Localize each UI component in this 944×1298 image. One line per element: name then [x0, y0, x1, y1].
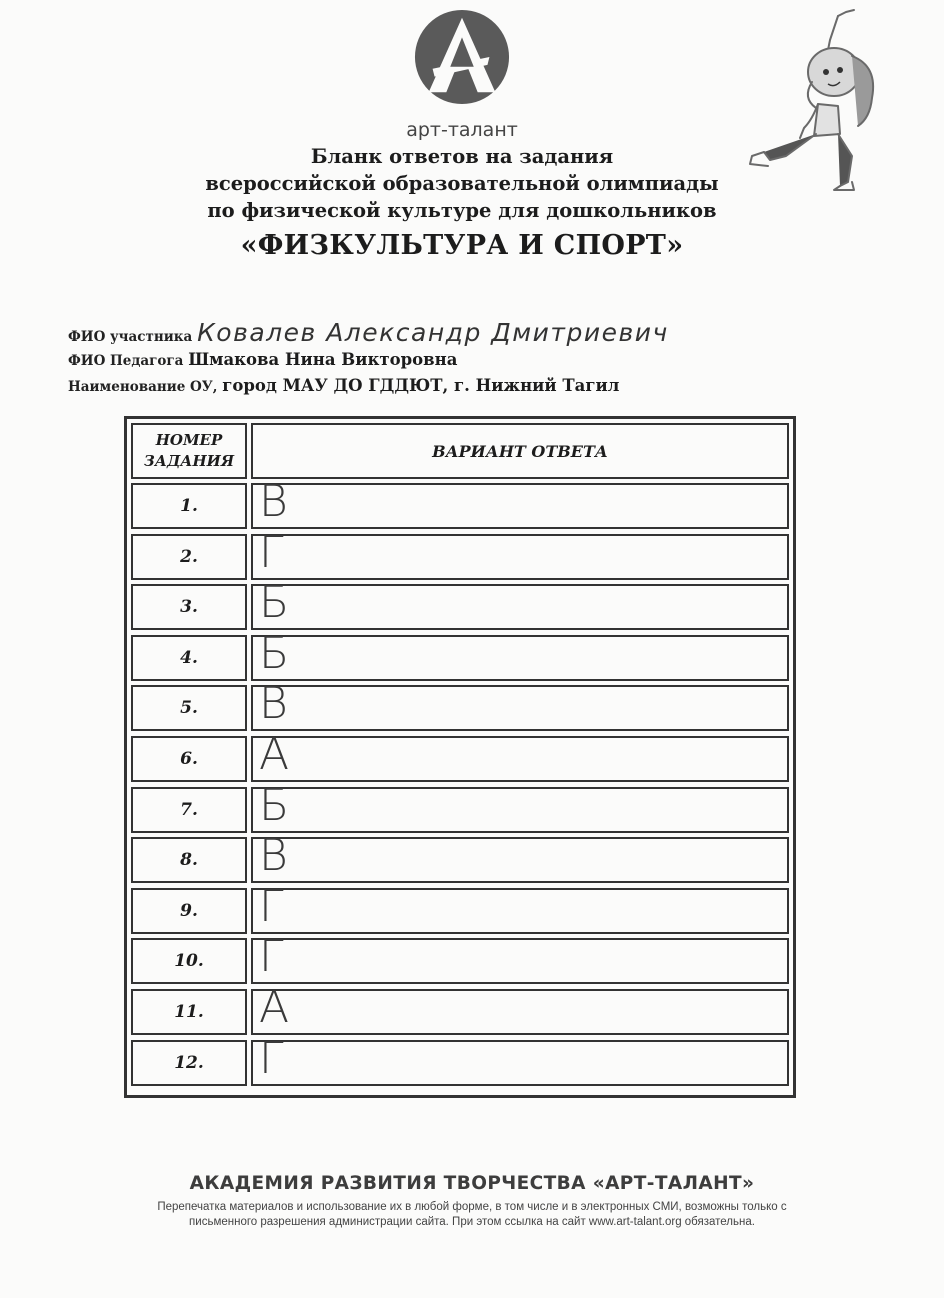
school-name: город МАУ ДО ГДДЮТ, г. Нижний Тагил [222, 376, 620, 395]
handwritten-answer: А [259, 729, 290, 780]
academy-name: АКАДЕМИЯ РАЗВИТИЯ ТВОРЧЕСТВА «АРТ-ТАЛАНТ» [189, 1173, 755, 1194]
brand-name: арт-талант [406, 119, 518, 141]
task-number: 5. [131, 685, 247, 731]
table-row [131, 526, 789, 580]
task-number-header-line1: НОМЕР [155, 431, 223, 449]
task-number: 4. [131, 635, 247, 681]
task-number-header-line2: ЗАДАНИЯ [143, 452, 235, 470]
table-row [131, 880, 789, 934]
task-number: 10. [131, 938, 247, 984]
task-number: 2. [131, 534, 247, 580]
task-number: 1. [131, 483, 247, 529]
table-row [131, 982, 789, 1035]
teacher-name: Шмакова Нина Викторовна [188, 350, 458, 369]
handwritten-answer: В [259, 678, 288, 730]
handwritten-answer: Г [259, 526, 284, 578]
answer-table [124, 416, 796, 1098]
title-main: «ФИЗКУЛЬТУРА И СПОРТ» [240, 230, 684, 261]
task-number: 6. [131, 736, 247, 782]
child-exercising-illustration [742, 6, 938, 192]
task-number: 3. [131, 584, 247, 630]
teacher-line [68, 350, 457, 369]
answer-cell [251, 627, 789, 681]
participant-label: ФИО участника [68, 329, 193, 345]
title-line-3: по физической культуре для дошкольников [207, 199, 717, 222]
handwritten-answer: Б [259, 627, 290, 679]
handwritten-answer: В [259, 476, 288, 527]
answer-cell [251, 476, 789, 529]
task-number-header [131, 423, 247, 479]
table-header [131, 423, 789, 479]
table-row [131, 678, 789, 731]
answer-cell [251, 678, 789, 731]
answer-cell [251, 982, 789, 1035]
handwritten-answer: А [259, 982, 290, 1033]
table-row [131, 830, 789, 883]
table-row [131, 627, 789, 681]
handwritten-answer: Г [259, 931, 284, 983]
answer-cell [251, 577, 789, 630]
copyright-line-2: письменного разрешения администрации сайта. При этом ссылка на сайт www.art-talant.org обязательна. [189, 1216, 755, 1228]
table-row [131, 729, 789, 782]
answer-header: ВАРИАНТ ОТВЕТА [251, 423, 789, 479]
task-number: 8. [131, 837, 247, 883]
answer-cell [251, 779, 789, 833]
task-number: 9. [131, 888, 247, 934]
form-title [150, 143, 774, 266]
table-row [131, 779, 789, 833]
table-row [131, 577, 789, 630]
table-row [131, 1032, 789, 1086]
table-row [131, 931, 789, 984]
task-number: 7. [131, 787, 247, 833]
handwritten-answer: Г [259, 880, 284, 932]
task-number: 11. [131, 989, 247, 1035]
title-line-2: всероссийской образовательной олимпиады [205, 172, 719, 195]
school-label: Наименование ОУ, [68, 379, 218, 395]
handwritten-answer: Б [259, 577, 290, 629]
answer-cell [251, 880, 789, 934]
school-line [68, 376, 619, 395]
task-number: 12. [131, 1040, 247, 1086]
handwritten-answer: В [259, 830, 288, 882]
copyright-notice [60, 1200, 884, 1230]
copyright-line-1: Перепечатка материалов и использование их в любой форме, в том числе и в электронных СМИ, возможны только с [157, 1201, 787, 1213]
teacher-label: ФИО Педагога [68, 353, 184, 369]
answer-cell [251, 830, 789, 883]
answer-cell [251, 729, 789, 782]
participant-line [68, 318, 669, 347]
handwritten-answer: Г [259, 1032, 284, 1084]
art-talant-logo [413, 8, 511, 106]
answer-cell [251, 526, 789, 580]
table-row [131, 476, 789, 529]
handwritten-answer: Б [259, 779, 290, 831]
answer-cell [251, 931, 789, 984]
answer-cell [251, 1032, 789, 1086]
participant-name: Ковалев Александр Дмитриевич [197, 318, 669, 347]
title-line-1: Бланк ответов на задания [310, 145, 614, 168]
